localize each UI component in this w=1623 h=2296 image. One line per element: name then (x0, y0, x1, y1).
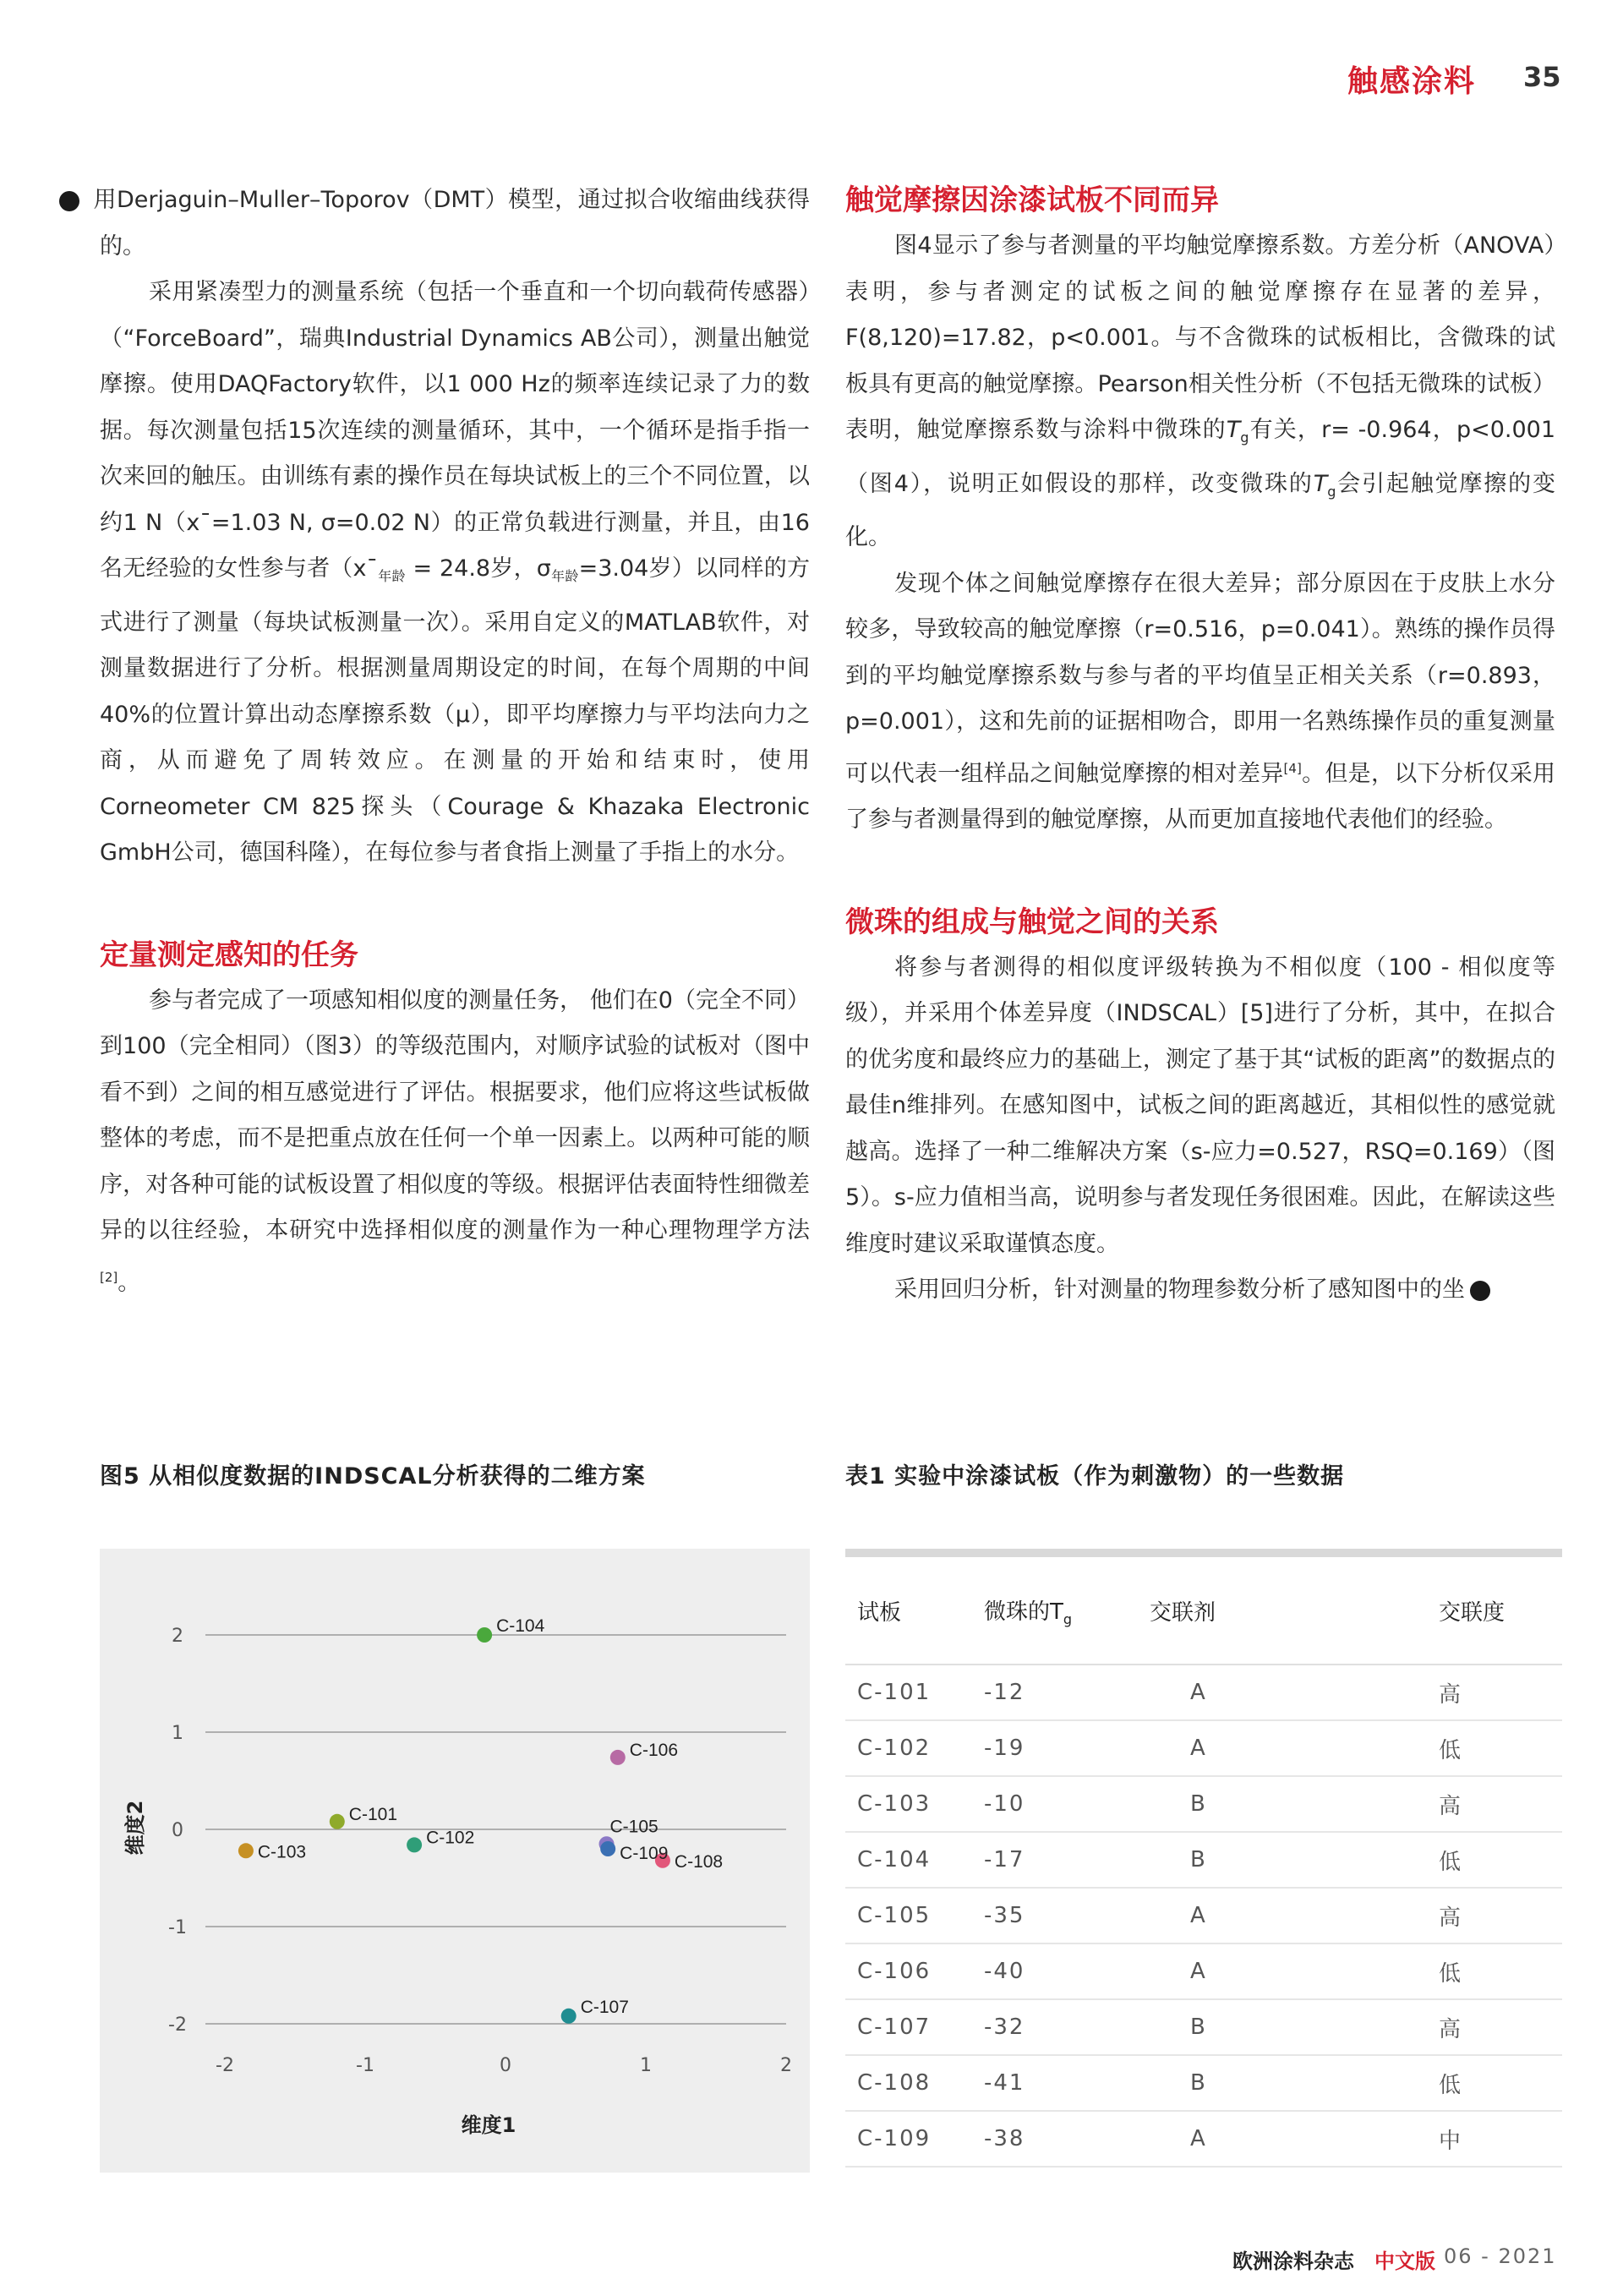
table-row (845, 1832, 1562, 1888)
cell-tg: -35 (984, 1888, 1150, 1943)
data-point (330, 1814, 345, 1829)
point-label: C-105 (609, 1817, 658, 1837)
scatter-chart (100, 1549, 810, 2173)
section-heading: 定量测定感知的任务 (100, 938, 358, 972)
page-number: 35 (1523, 61, 1561, 93)
text-segment: =3.04岁）以同样的方式进行了测量（每块试板测量一次）。采用自定义的MATLAB软件，对测量数据进行了分析。根据测量周期设定的时间，在每个周期的中间40%的位置计算出动态摩擦系数（μ），即平均摩擦力与平均法向力之商，从而避免了周转效应。在测量的开始和结束时，使用Corneometer CM 825探头（Courage & Khazaka Electronic GmbH公司，德国科隆），在每位参与者食指上测量了手指上的水分。 (100, 555, 810, 866)
table-row (845, 1665, 1562, 1720)
point-label: C-104 (496, 1616, 545, 1636)
header-crosslink-degree: 交联度 (1349, 1557, 1562, 1665)
cell-crosslinker: B (1150, 2055, 1349, 2111)
cell-panel: C-104 (845, 1832, 984, 1888)
cell-tg: -41 (984, 2055, 1150, 2111)
footer-date: 06 - 2021 (1444, 2244, 1557, 2268)
paragraph-continued (44, 178, 810, 270)
text-segment: 会引起触觉摩擦的变化。 (845, 470, 1555, 550)
text-segment: 。但是，以下分析仅采用了参与者测量得到的触觉摩擦，从而更加直接地代表他们的经验。 (845, 760, 1556, 833)
footer-magazine: 欧洲涂料杂志 (1232, 2250, 1354, 2273)
header-tg (984, 1557, 1150, 1665)
y-tick-label: 2 (172, 1626, 183, 1647)
cell-crosslink-degree: 高 (1349, 1776, 1562, 1832)
figure-caption: 图5 从相似度数据的INDSCAL分析获得的二维方案 (100, 1463, 646, 1490)
cell-tg: -12 (984, 1665, 1150, 1720)
cell-crosslink-degree: 高 (1349, 1665, 1562, 1720)
x-tick-label: 1 (640, 2055, 652, 2076)
cell-panel: C-108 (845, 2055, 984, 2111)
left-column (44, 178, 810, 1306)
cell-tg: -10 (984, 1776, 1150, 1832)
data-table (845, 1549, 1562, 2168)
subscript: g (1063, 1610, 1073, 1627)
y-tick-label: 1 (172, 1723, 183, 1744)
header-panel: 试板 (845, 1557, 984, 1665)
text-segment: 采用回归分析，针对测量的物理参数分析了感知图中的坐 (894, 1276, 1465, 1303)
table-caption: 表1 实验中涂漆试板（作为刺激物）的一些数据 (845, 1463, 1345, 1490)
paragraph-variation (845, 561, 1555, 844)
symbol: T (1313, 470, 1328, 497)
y-axis-label: 维度2 (123, 1800, 147, 1856)
subscript: 年龄 (550, 568, 579, 584)
cell-crosslink-degree: 低 (1349, 1943, 1562, 1999)
point-label: C-101 (348, 1804, 398, 1824)
cell-tg: -19 (984, 1720, 1150, 1776)
y-tick-label: -1 (168, 1917, 187, 1938)
cell-crosslinker: B (1150, 1776, 1349, 1832)
cell-crosslinker: B (1150, 1832, 1349, 1888)
cell-crosslinker: A (1150, 1665, 1349, 1720)
text-segment: 参与者完成了一项感知相似度的测量任务， 他们在0（完全不同）到100（完全相同）（图3）的等级范围内，对顺序试验的试板对（图中看不到）之间的相互感觉进行了评估。根据要求，他们应将这些试板做整体的考虑，而不是把重点放在任何一个单一因素上。以两种可能的顺序，对各种可能的试板设置了相似度的等级。根据评估表面特性细微差异的以往经验，本研究中选择相似度的测量作为一种心理物理学方法 (100, 987, 810, 1244)
cell-panel: C-102 (845, 1720, 984, 1776)
header-tg-text: 微珠的T (984, 1599, 1063, 1625)
text-segment: = 24.8岁，σ (405, 555, 551, 582)
arrow-right-circle-icon: ▶ (59, 191, 79, 211)
cell-crosslink-degree: 高 (1349, 1888, 1562, 1943)
data-point (600, 1841, 615, 1856)
point-label: C-103 (257, 1842, 307, 1862)
arrow-right-circle-icon: ▶ (1470, 1281, 1490, 1301)
x-axis-label: 维度1 (461, 2113, 516, 2137)
subscript: 年龄 (378, 568, 406, 584)
x-tick-label: -2 (216, 2055, 234, 2076)
cell-crosslink-degree: 高 (1349, 1999, 1562, 2055)
section-title: 触感涂料 (1347, 64, 1477, 99)
cell-panel: C-106 (845, 1943, 984, 1999)
text-segment: 发现个体之间触觉摩擦存在很大差异；部分原因在于皮肤上水分较多，导致较高的触觉摩擦（r=0.516，p=0.041）。熟练的操作员得到的平均触觉摩擦系数与参与者的平均值呈正相关关系（r=0.893，p=0.001），这和先前的证据相吻合，即用一名熟练操作员的重复测量可以代表一组样品之间触觉摩擦的相对差异 (845, 570, 1555, 787)
cell-tg: -17 (984, 1832, 1150, 1888)
cell-crosslink-degree: 低 (1349, 1832, 1562, 1888)
cell-crosslinker: A (1150, 2111, 1349, 2167)
paragraph-measurement (100, 270, 810, 877)
text-segment: 图4显示了参与者测量的平均触觉摩擦系数。方差分析（ANOVA）表明，参与者测定的试板之间的触觉摩擦存在显著的差异，F(8,120)=17.82，p<0.001。与不含微珠的试板相比，含微珠的试板具有更高的触觉摩擦。Pearson相关性分析（不包括无微珠的试板）表明，触觉摩擦系数与涂料中微珠的 (845, 232, 1555, 443)
text-segment: 采用紧凑型力的测量系统（包括一个垂直和一个切向载荷传感器）（“ForceBoard”，瑞典Industrial Dynamics AB公司），测量出触觉摩擦。使用DAQFactory软件，以1 000 Hz的频率连续记录了力的数据。每次测量包括15次连续的测量循环，其中，一个循环是指手指一次来回的触压。由训练有素的操作员在每块试板上的三个不同位置，以约1 N（x¯=1.03 N, σ=0.02 N）的正常负载进行测量，并且，由16名无经验的女性参与者（x¯ (100, 279, 810, 582)
point-label: C-102 (426, 1828, 475, 1848)
cell-panel: C-109 (845, 2111, 984, 2167)
point-label: C-106 (629, 1740, 679, 1760)
cell-crosslink-degree: 低 (1349, 2055, 1562, 2111)
point-label: C-108 (674, 1851, 724, 1872)
table-row (845, 1943, 1562, 1999)
x-tick-label: 2 (780, 2055, 792, 2076)
section-heading: 微珠的组成与触觉之间的关系 (845, 905, 1219, 939)
paragraph-text: 用Derjaguin–Muller–Toporov（DMT）模型，通过拟合收缩曲线获得的。 (93, 187, 810, 260)
cell-crosslink-degree: 中 (1349, 2111, 1562, 2167)
reference-mark: [2] (100, 1269, 118, 1285)
cell-crosslinker: A (1150, 1943, 1349, 1999)
table-row (845, 1999, 1562, 2055)
cell-panel: C-101 (845, 1665, 984, 1720)
cell-panel: C-103 (845, 1776, 984, 1832)
table-header-row (845, 1557, 1562, 1665)
table (845, 1557, 1562, 2168)
data-point (477, 1627, 492, 1643)
cell-crosslinker: B (1150, 1999, 1349, 2055)
data-point (561, 2009, 577, 2024)
right-column (845, 178, 1555, 1314)
table-row (845, 1720, 1562, 1776)
text-segment: 。 (117, 1269, 141, 1296)
table-row (845, 1888, 1562, 1943)
y-tick-label: -2 (168, 2014, 187, 2036)
cell-crosslink-degree: 低 (1349, 1720, 1562, 1776)
data-point (610, 1750, 626, 1765)
section-heading: 触觉摩擦因涂漆试板不同而异 (845, 183, 1219, 217)
y-tick-label: 0 (172, 1820, 183, 1841)
cell-tg: -32 (984, 1999, 1150, 2055)
paragraph-friction (845, 223, 1555, 561)
data-point (407, 1837, 422, 1852)
symbol: T (1226, 417, 1241, 443)
table-top-rule (845, 1549, 1562, 1557)
scatter-chart-svg (100, 1549, 810, 2173)
table-row (845, 1776, 1562, 1832)
x-tick-label: -1 (356, 2055, 374, 2076)
table-row (845, 2111, 1562, 2167)
reference-mark: [4] (1283, 760, 1302, 776)
point-label: C-109 (620, 1844, 669, 1863)
paragraph-relationship: 将参与者测得的相似度评级转换为不相似度（100 - 相似度等级），并采用个体差异度（INDSCAL）[5]进行了分析，其中，在拟合的优劣度和最终应力的基础上，测定了基于其“试板的距离”的数据点的最佳n维排列。在感知图中，试板之间的距离越近，其相似性的感觉就越高。选择了一种二维解决方案（s-应力=0.527，RSQ=0.169）（图5）。s-应力值相当高，说明参与者发现任务很困难。因此，在解读这些维度时建议采取谨慎态度。 (845, 954, 1555, 1257)
subscript: g (1327, 483, 1336, 500)
cell-tg: -40 (984, 1943, 1150, 1999)
cell-crosslinker: A (1150, 1888, 1349, 1943)
text-segment: 有关，r= -0.964，p<0.001（图4），说明正如假设的那样，改变微珠的 (845, 417, 1556, 497)
subscript: g (1240, 429, 1249, 446)
table-row (845, 2055, 1562, 2111)
header-crosslinker: 交联剂 (1150, 1557, 1349, 1665)
cell-panel: C-107 (845, 1999, 984, 2055)
point-label: C-107 (580, 1997, 629, 2017)
cell-tg: -38 (984, 2111, 1150, 2167)
cell-crosslinker: A (1150, 1720, 1349, 1776)
data-point (238, 1843, 254, 1858)
paragraph-task (100, 978, 810, 1307)
footer-edition: 中文版 (1374, 2250, 1435, 2273)
paragraph-regression (845, 1267, 1555, 1314)
cell-panel: C-105 (845, 1888, 984, 1943)
x-tick-label: 0 (500, 2055, 511, 2076)
